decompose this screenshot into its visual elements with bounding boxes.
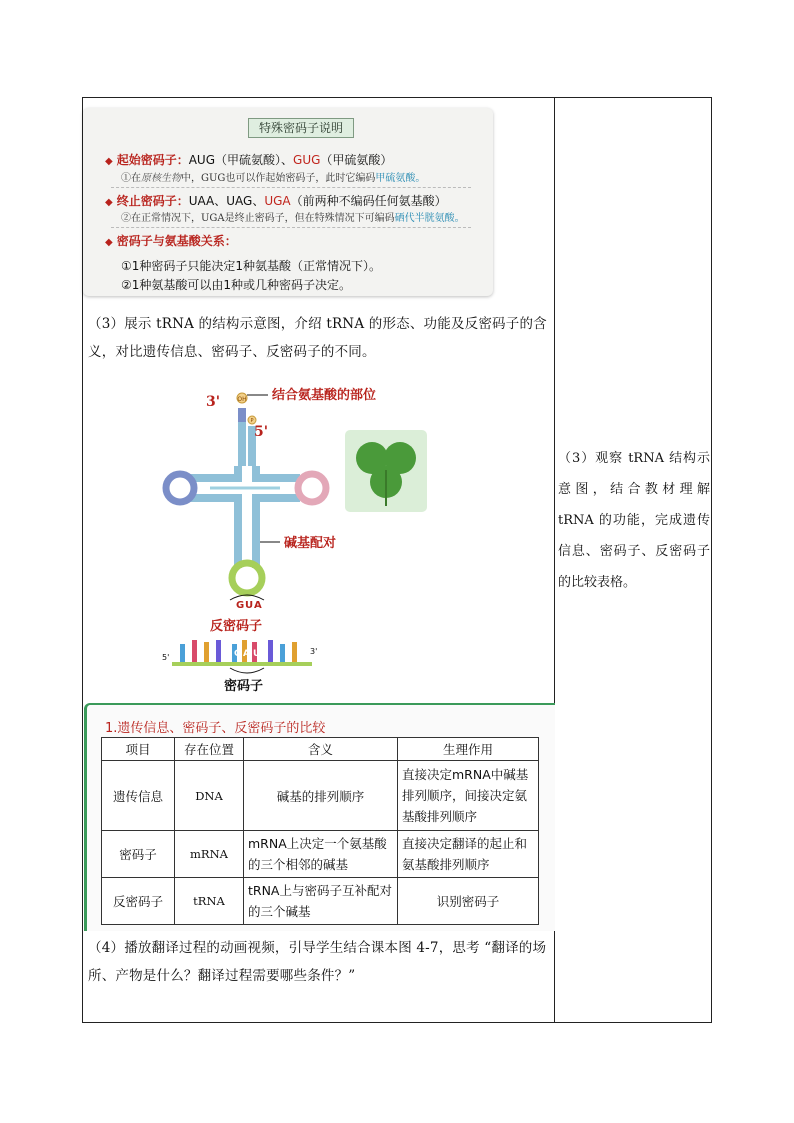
relation-line-1: ①1种密码子只能决定1种氨基酸（正常情况下）。: [121, 259, 382, 273]
table-row: [102, 761, 539, 831]
anticodon-label: 反密码子: [210, 619, 263, 634]
codon-letter: C: [234, 649, 241, 659]
codon-brace: [230, 668, 264, 673]
diamond-bullet-icon: ◆: [105, 156, 113, 167]
card-title: 特殊密码子说明: [248, 118, 354, 138]
start-codon-text: AUG（甲硫氨酸）、: [188, 153, 294, 167]
end-3-label: 3': [206, 394, 221, 410]
codon-label: 密码子: [224, 679, 264, 694]
cell-location: tRNA: [175, 878, 244, 925]
cell-item: 反密码子: [102, 878, 175, 925]
anticodon-letter: U: [245, 600, 254, 611]
table-row: [102, 831, 539, 878]
paragraph-3: （3）展示 tRNA 的结构示意图，介绍 tRNA 的形态、功能及反密码子的含义，对比遗传信息、密码子、反密码子的不同。: [88, 316, 547, 360]
cell-meaning: tRNA上与密码子互补配对的三个碱基: [244, 878, 398, 925]
header-item: 项目: [102, 738, 175, 761]
comparison-panel: [84, 703, 555, 931]
stop-codon-note: [121, 209, 465, 224]
anticodon-letter: A: [254, 600, 262, 611]
special-codon-card: [83, 108, 493, 296]
note-a: ①在: [121, 173, 141, 184]
relation-line-2: ②1种氨基酸可以由1种或几种密码子决定。: [121, 278, 352, 292]
stop-codon-text-b: （前两种不编码任何氨基酸）: [290, 194, 447, 208]
note-d: 甲硫氨酸。: [375, 173, 426, 184]
cell-meaning: 碱基的排列顺序: [244, 761, 398, 831]
stop-note-b: 硒代半胱氨酸。: [394, 213, 465, 224]
paragraph-4: （4）播放翻译过程的动画视频，引导学生结合课本图 4-7，思考 “翻译的场所、产物是什么？翻译过程需要哪些条件？”: [88, 940, 547, 984]
cell-item: 密码子: [102, 831, 175, 878]
cell-location: mRNA: [175, 831, 244, 878]
dashed-divider: [111, 227, 471, 229]
table-header-row: [102, 738, 539, 761]
cell-role: 识别密码子: [398, 878, 539, 925]
stop-codon-text: UAA、UAG、: [188, 194, 265, 208]
cell-role: 直接决定mRNA中碱基排列顺序，间接决定氨基酸排列顺序: [398, 761, 539, 831]
diamond-bullet-icon: ◆: [105, 237, 113, 248]
uga-codon: UGA: [264, 194, 291, 208]
gug-codon: GUG: [293, 153, 321, 167]
anticodon-loop: [232, 563, 262, 593]
header-location: 存在位置: [175, 738, 244, 761]
diamond-bullet-icon: ◆: [105, 197, 113, 208]
end-5-label: 5': [254, 424, 269, 440]
t-loop: [298, 474, 326, 502]
dashed-divider: [111, 187, 471, 189]
relation-label: 密码子与氨基酸关系：: [116, 234, 237, 248]
trna-structure-diagram: [150, 378, 530, 696]
codon-letter: U: [253, 649, 261, 659]
d-loop: [166, 474, 194, 502]
mrna-strand: [172, 662, 312, 666]
note-b: 原核生物: [141, 173, 181, 184]
mrna-3-label: 3': [310, 647, 318, 656]
note-c: 中，GUG也可以作起始密码子，此时它编码: [181, 173, 376, 184]
codon-letter: A: [243, 649, 250, 659]
stop-codon-line: [105, 192, 447, 209]
oh-label: OH: [237, 396, 247, 403]
anticodon-stem-left: [234, 513, 242, 568]
stop-codon-label: 终止密码子：: [116, 194, 189, 208]
cell-role: 直接决定翻译的起止和氨基酸排列顺序: [398, 831, 539, 878]
body-arms-top: [190, 466, 300, 478]
table-row: [102, 878, 539, 925]
base-pair-label: 碱基配对: [284, 536, 337, 551]
anticodon-stem-right: [252, 513, 260, 568]
anticodon-letter: G: [236, 600, 245, 611]
stop-note-a: ②在正常情况下，UGA是终止密码子，但在特殊情况下可编码: [121, 213, 395, 224]
student-activity-note: （3）观察 tRNA 结构示意图，结合教材理解 tRNA 的功能，完成遗传信息、密码子、反密码子的比较表格。: [558, 451, 710, 590]
cca-end: [238, 408, 246, 422]
cell-meaning: mRNA上决定一个氨基酸的三个相邻的碱基: [244, 831, 398, 878]
header-meaning: 含义: [244, 738, 398, 761]
mrna-5-label: 5': [162, 653, 170, 662]
comparison-table: [101, 737, 539, 925]
cell-location: DNA: [175, 761, 244, 831]
cell-item: 遗传信息: [102, 761, 175, 831]
start-codon-label: 起始密码子：: [116, 153, 189, 167]
amino-site-label: 结合氨基酸的部位: [272, 388, 377, 403]
start-codon-line: [105, 151, 392, 168]
relation-line: [105, 232, 237, 249]
start-codon-text-b: （甲硫氨酸）: [320, 153, 393, 167]
comparison-title: 1.遗传信息、密码子、反密码子的比较: [105, 721, 326, 736]
p-label: P: [250, 418, 254, 424]
start-codon-note: [121, 169, 425, 184]
header-role: 生理作用: [398, 738, 539, 761]
